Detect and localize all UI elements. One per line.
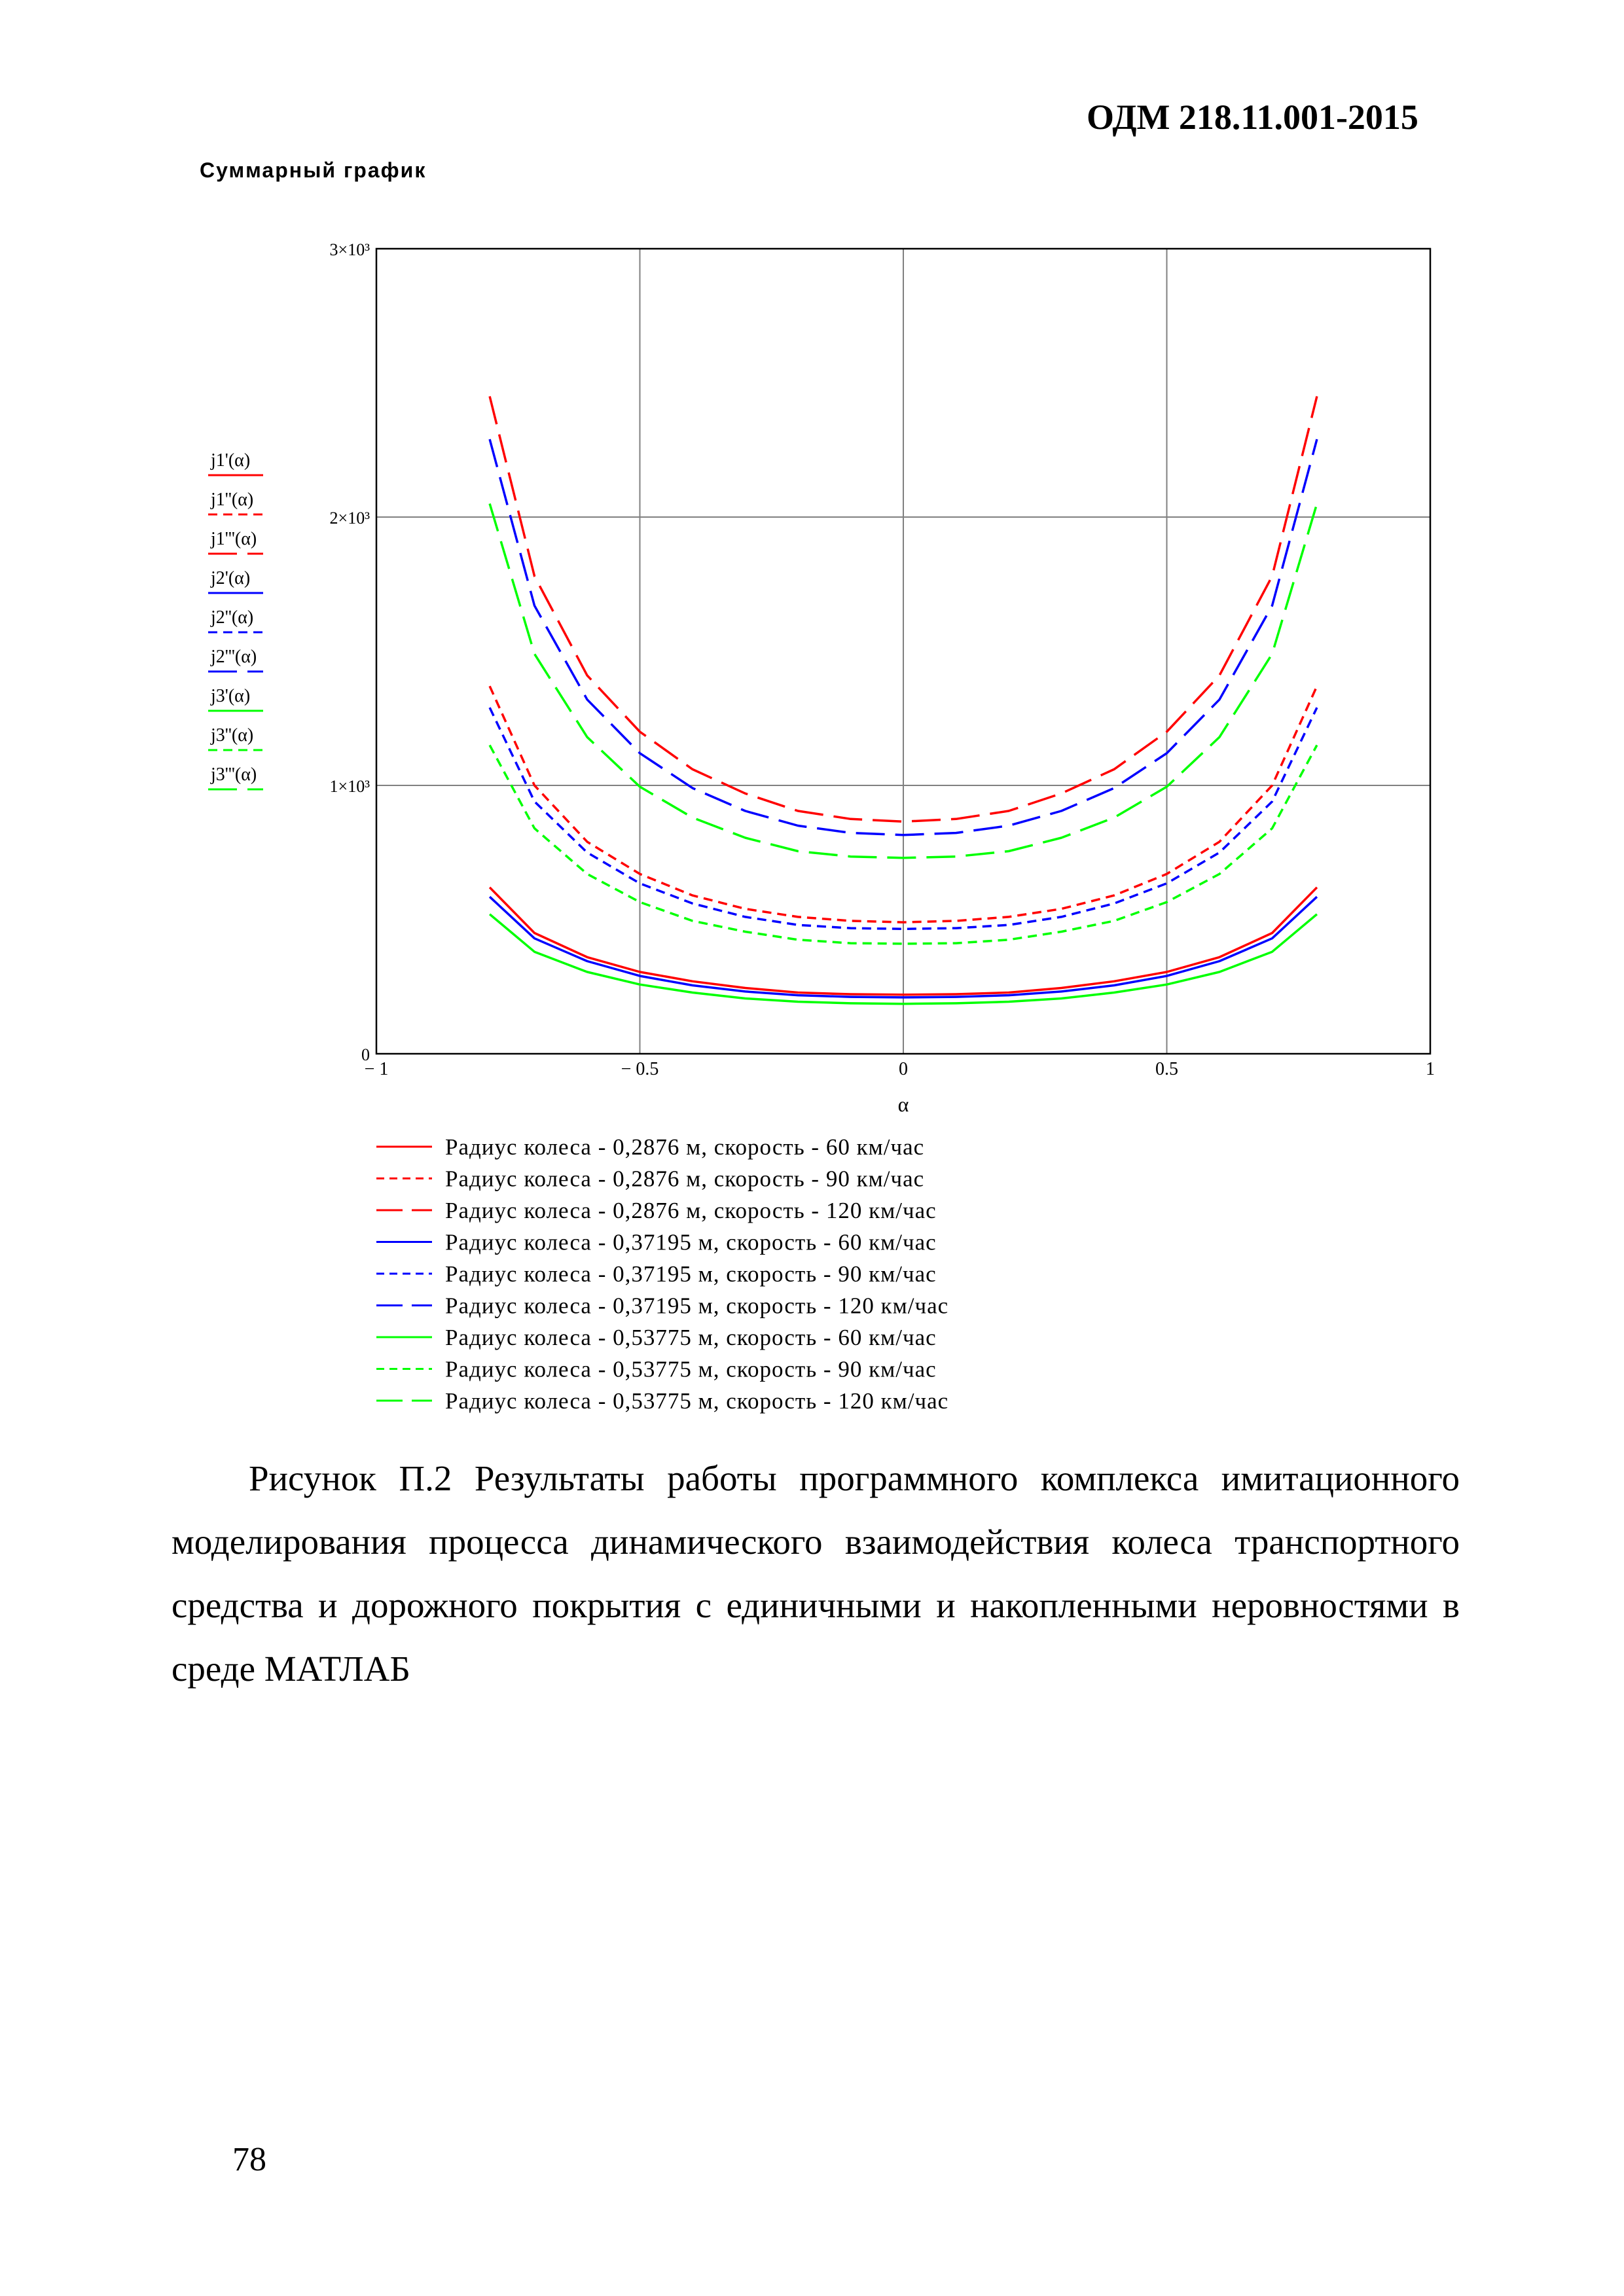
y-tick-label: 1×10³	[329, 777, 370, 796]
document-code: ОДМ 218.11.001-2015	[1087, 98, 1418, 137]
legend-label: Радиус колеса - 0,53775 м, скорость - 60 км/час	[445, 1325, 937, 1350]
x-tick-label: 0	[899, 1059, 908, 1079]
x-axis-label: α	[897, 1092, 909, 1116]
y-tick-label: 2×10³	[329, 509, 370, 528]
y-axis-series-name: j2'(α)	[211, 568, 251, 588]
y-axis-series-name: j1'(α)	[211, 450, 251, 471]
y-axis-series-name: j2''(α)	[211, 607, 254, 628]
chart-title: Суммарный график	[200, 158, 427, 182]
x-tick-label: − 1	[364, 1059, 389, 1079]
legend-label: Радиус колеса - 0,37195 м, скорость - 60 км/час	[445, 1229, 937, 1255]
x-tick-label: 0.5	[1155, 1059, 1178, 1079]
legend-label: Радиус колеса - 0,37195 м, скорость - 90 км/час	[445, 1261, 937, 1287]
y-axis-series-name: j3''(α)	[211, 725, 254, 745]
legend-label: Радиус колеса - 0,53775 м, скорость - 90 км/час	[445, 1356, 937, 1382]
legend-label: Радиус колеса - 0,37195 м, скорость - 120 км/час	[445, 1293, 949, 1319]
legend-label: Радиус колеса - 0,2876 м, скорость - 120 км/час	[445, 1198, 937, 1223]
x-tick-label: − 0.5	[621, 1059, 659, 1079]
y-tick-label: 3×10³	[329, 240, 370, 259]
x-tick-label: 1	[1426, 1059, 1435, 1079]
y-tick-label: 0	[361, 1045, 370, 1064]
y-axis-series-name: j1'''(α)	[211, 529, 257, 549]
y-axis-series-name: j2'''(α)	[211, 647, 257, 667]
y-axis-series-name: j3'''(α)	[211, 764, 257, 785]
y-axis-series-name: j1''(α)	[211, 490, 254, 510]
legend-label: Радиус колеса - 0,53775 м, скорость - 120 км/час	[445, 1388, 949, 1414]
y-axis-series-name: j3'(α)	[211, 686, 251, 706]
legend-label: Радиус колеса - 0,2876 м, скорость - 60 км/час	[445, 1134, 925, 1160]
page-number: 78	[232, 2141, 266, 2178]
figure-caption: Рисунок П.2 Результаты работы программного комплекса имитационного моделирования процесса динамического взаимодействия колеса транспортного средства и дорожного покрытия с единичными и накопленными неровностями в среде МАТЛАБ	[171, 1458, 1460, 1689]
legend-label: Радиус колеса - 0,2876 м, скорость - 90 км/час	[445, 1166, 925, 1192]
